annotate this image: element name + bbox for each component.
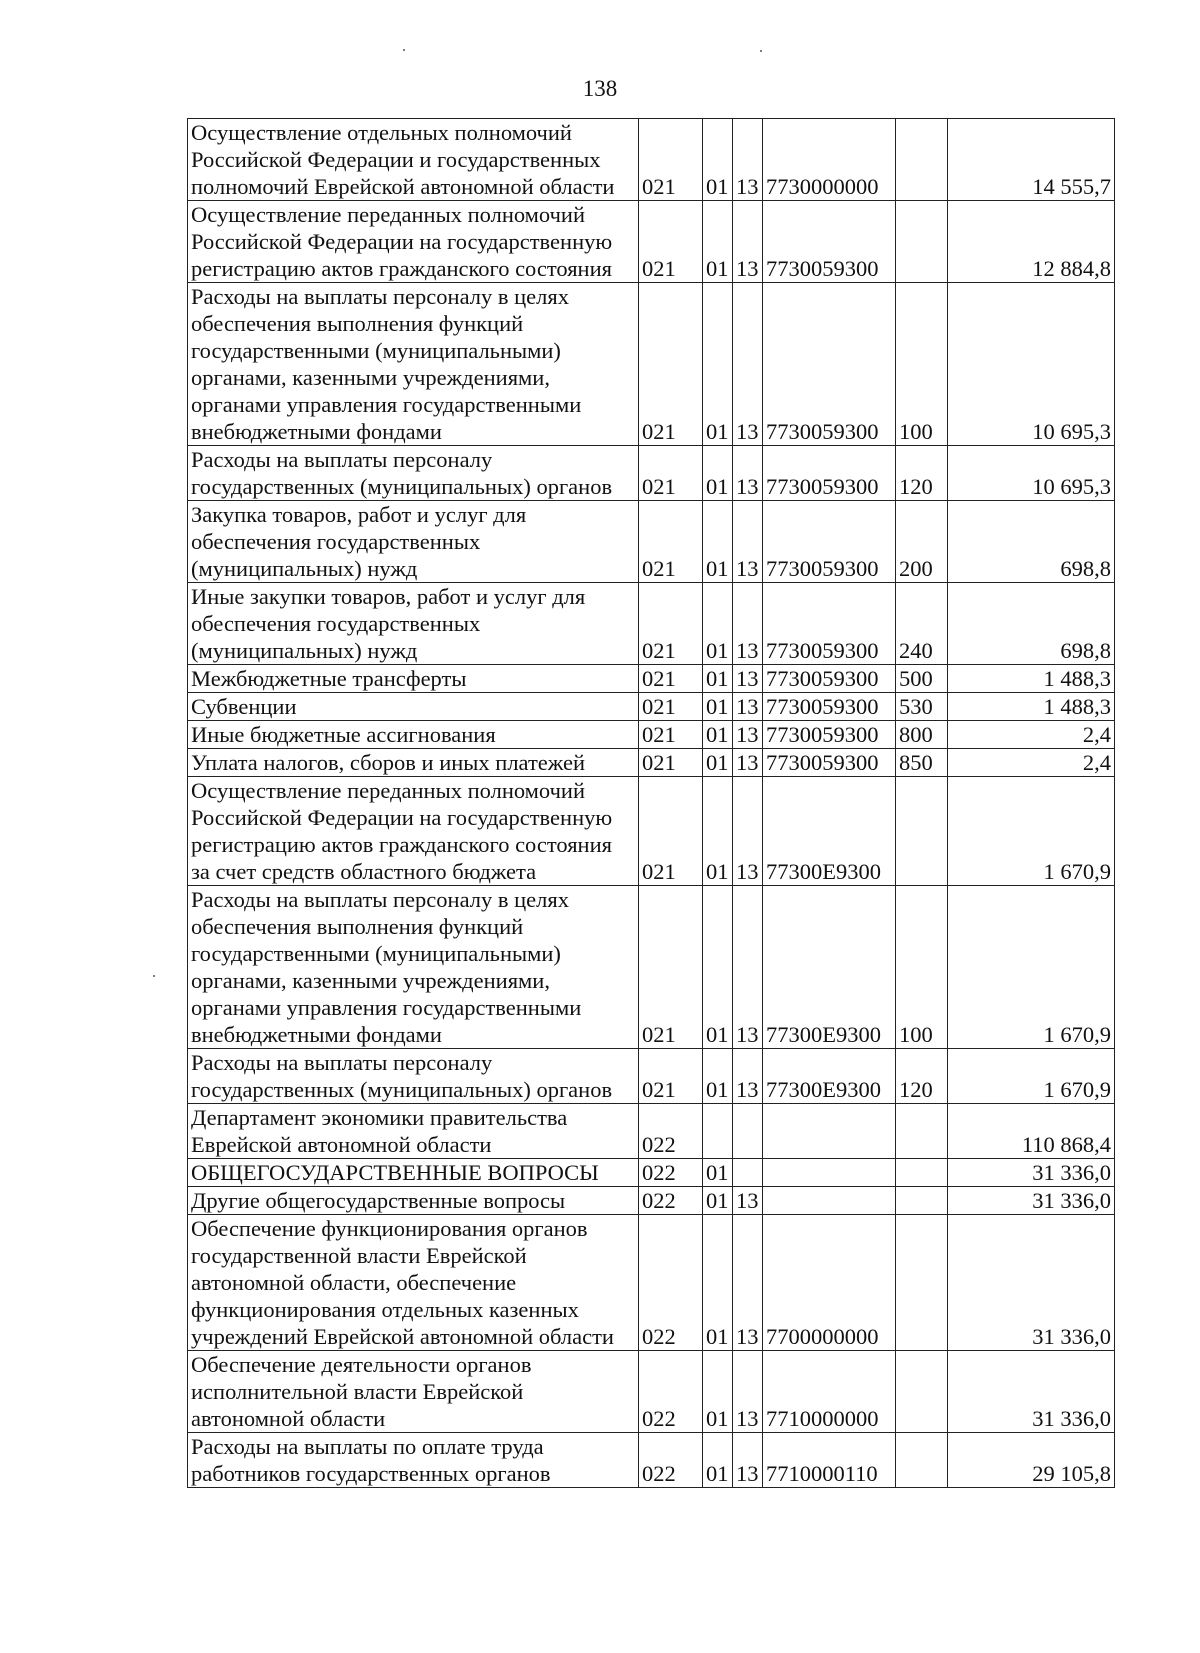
ved-code: 022: [639, 1351, 703, 1433]
section-code: 01: [703, 119, 733, 201]
expense-type-code: [896, 1159, 948, 1187]
table-row: [188, 201, 1115, 283]
scan-speck: [153, 975, 155, 977]
table-row: [188, 1049, 1115, 1104]
target-article-code: 77300Е9300: [763, 777, 896, 886]
expense-type-code: [896, 777, 948, 886]
subsection-code: 13: [733, 583, 763, 665]
expense-type-code: 200: [896, 501, 948, 583]
subsection-code: 13: [733, 886, 763, 1049]
section-code: 01: [703, 1433, 733, 1488]
section-code: 01: [703, 665, 733, 693]
target-article-code: [763, 1104, 896, 1159]
ved-code: 021: [639, 501, 703, 583]
ved-code: 021: [639, 693, 703, 721]
ved-code: 021: [639, 886, 703, 1049]
subsection-code: 13: [733, 283, 763, 446]
table-row: [188, 501, 1115, 583]
target-article-code: 7730059300: [763, 721, 896, 749]
section-code: 01: [703, 501, 733, 583]
subsection-code: 13: [733, 1049, 763, 1104]
amount: 31 336,0: [948, 1215, 1115, 1351]
table-row: [188, 119, 1115, 201]
row-name: Осуществление отдельных полномочий Российской Федерации и государственных полномочий Еврейской автономной области: [188, 119, 639, 201]
target-article-code: 7730059300: [763, 501, 896, 583]
table-row: [188, 886, 1115, 1049]
subsection-code: [733, 1104, 763, 1159]
row-name: Расходы на выплаты персоналу государственных (муниципальных) органов: [188, 446, 639, 501]
expense-type-code: [896, 201, 948, 283]
ved-code: 021: [639, 749, 703, 777]
amount: 31 336,0: [948, 1159, 1115, 1187]
ved-code: 021: [639, 283, 703, 446]
subsection-code: 13: [733, 201, 763, 283]
target-article-code: 77300Е9300: [763, 1049, 896, 1104]
amount: 698,8: [948, 583, 1115, 665]
amount: 14 555,7: [948, 119, 1115, 201]
target-article-code: 7730059300: [763, 583, 896, 665]
scan-speck: [403, 49, 405, 51]
row-name: Расходы на выплаты персоналу в целях обеспечения выполнения функций государственными (муниципальными) органами, казенными учреждениями, органами управления государственными внебюджетными фондами: [188, 283, 639, 446]
subsection-code: 13: [733, 777, 763, 886]
row-name: ОБЩЕГОСУДАРСТВЕННЫЕ ВОПРОСЫ: [188, 1159, 639, 1187]
expense-type-code: 850: [896, 749, 948, 777]
ved-code: 021: [639, 201, 703, 283]
amount: 1 488,3: [948, 693, 1115, 721]
scan-speck: [760, 50, 762, 52]
ved-code: 021: [639, 721, 703, 749]
target-article-code: [763, 1159, 896, 1187]
amount: 110 868,4: [948, 1104, 1115, 1159]
row-name: Департамент экономики правительства Еврейской автономной области: [188, 1104, 639, 1159]
amount: 1 670,9: [948, 777, 1115, 886]
expense-type-code: [896, 1351, 948, 1433]
subsection-code: 13: [733, 446, 763, 501]
row-name: Расходы на выплаты персоналу государственных (муниципальных) органов: [188, 1049, 639, 1104]
subsection-code: 13: [733, 1187, 763, 1215]
amount: 2,4: [948, 749, 1115, 777]
section-code: 01: [703, 886, 733, 1049]
subsection-code: 13: [733, 749, 763, 777]
ved-code: 022: [639, 1433, 703, 1488]
section-code: 01: [703, 1159, 733, 1187]
amount: 31 336,0: [948, 1187, 1115, 1215]
ved-code: 022: [639, 1159, 703, 1187]
expense-type-code: [896, 1104, 948, 1159]
row-name: Расходы на выплаты по оплате труда работников государственных органов: [188, 1433, 639, 1488]
section-code: 01: [703, 446, 733, 501]
table-row: [188, 446, 1115, 501]
table-row: [188, 665, 1115, 693]
subsection-code: 13: [733, 721, 763, 749]
section-code: 01: [703, 749, 733, 777]
target-article-code: 7710000110: [763, 1433, 896, 1488]
expense-type-code: 100: [896, 283, 948, 446]
target-article-code: 7730059300: [763, 693, 896, 721]
table-row: [188, 1433, 1115, 1488]
section-code: 01: [703, 777, 733, 886]
section-code: 01: [703, 1351, 733, 1433]
expense-type-code: 500: [896, 665, 948, 693]
target-article-code: 7710000000: [763, 1351, 896, 1433]
row-name: Закупка товаров, работ и услуг для обеспечения государственных (муниципальных) нужд: [188, 501, 639, 583]
ved-code: 021: [639, 777, 703, 886]
ved-code: 022: [639, 1104, 703, 1159]
row-name: Субвенции: [188, 693, 639, 721]
target-article-code: 7730059300: [763, 201, 896, 283]
row-name: Иные бюджетные ассигнования: [188, 721, 639, 749]
budget-table: [187, 118, 1115, 1488]
amount: 1 488,3: [948, 665, 1115, 693]
table-row: [188, 583, 1115, 665]
row-name: Осуществление переданных полномочий Российской Федерации на государственную регистрацию актов гражданского состояния за счет средств областного бюджета: [188, 777, 639, 886]
expense-type-code: [896, 1433, 948, 1488]
subsection-code: 13: [733, 1433, 763, 1488]
table-row: [188, 749, 1115, 777]
ved-code: 021: [639, 1049, 703, 1104]
amount: 2,4: [948, 721, 1115, 749]
target-article-code: 77300Е9300: [763, 886, 896, 1049]
section-code: 01: [703, 201, 733, 283]
table-row: [188, 1159, 1115, 1187]
ved-code: 021: [639, 583, 703, 665]
row-name: Расходы на выплаты персоналу в целях обеспечения выполнения функций государственными (муниципальными) органами, казенными учреждениями, органами управления государственными внебюджетными фондами: [188, 886, 639, 1049]
table-row: [188, 721, 1115, 749]
table-row: [188, 693, 1115, 721]
section-code: [703, 1104, 733, 1159]
ved-code: 022: [639, 1215, 703, 1351]
amount: 10 695,3: [948, 283, 1115, 446]
target-article-code: [763, 1187, 896, 1215]
subsection-code: 13: [733, 501, 763, 583]
target-article-code: 7700000000: [763, 1215, 896, 1351]
target-article-code: 7730059300: [763, 446, 896, 501]
subsection-code: [733, 1159, 763, 1187]
expense-type-code: [896, 119, 948, 201]
ved-code: 021: [639, 446, 703, 501]
amount: 31 336,0: [948, 1351, 1115, 1433]
section-code: 01: [703, 693, 733, 721]
section-code: 01: [703, 583, 733, 665]
expense-type-code: [896, 1215, 948, 1351]
expense-type-code: 530: [896, 693, 948, 721]
budget-table-body: [188, 119, 1115, 1488]
table-row: [188, 1351, 1115, 1433]
section-code: 01: [703, 1215, 733, 1351]
row-name: Другие общегосударственные вопросы: [188, 1187, 639, 1215]
subsection-code: 13: [733, 1215, 763, 1351]
table-row: [188, 1215, 1115, 1351]
row-name: Обеспечение деятельности органов исполнительной власти Еврейской автономной области: [188, 1351, 639, 1433]
ved-code: 021: [639, 665, 703, 693]
section-code: 01: [703, 721, 733, 749]
amount: 1 670,9: [948, 1049, 1115, 1104]
section-code: 01: [703, 1049, 733, 1104]
target-article-code: 7730000000: [763, 119, 896, 201]
expense-type-code: [896, 1187, 948, 1215]
table-row: [188, 1104, 1115, 1159]
subsection-code: 13: [733, 665, 763, 693]
amount: 1 670,9: [948, 886, 1115, 1049]
row-name: Обеспечение функционирования органов государственной власти Еврейской автономной области, обеспечение функционирования отдельных казенных учреждений Еврейской автономной области: [188, 1215, 639, 1351]
row-name: Уплата налогов, сборов и иных платежей: [188, 749, 639, 777]
target-article-code: 7730059300: [763, 283, 896, 446]
table-row: [188, 777, 1115, 886]
subsection-code: 13: [733, 119, 763, 201]
table-row: [188, 283, 1115, 446]
page-number: 138: [582, 76, 618, 101]
row-name: Иные закупки товаров, работ и услуг для обеспечения государственных (муниципальных) нужд: [188, 583, 639, 665]
table-row: [188, 1187, 1115, 1215]
target-article-code: 7730059300: [763, 665, 896, 693]
expense-type-code: 800: [896, 721, 948, 749]
subsection-code: 13: [733, 693, 763, 721]
ved-code: 022: [639, 1187, 703, 1215]
section-code: 01: [703, 1187, 733, 1215]
expense-type-code: 120: [896, 1049, 948, 1104]
amount: 698,8: [948, 501, 1115, 583]
row-name: Межбюджетные трансферты: [188, 665, 639, 693]
subsection-code: 13: [733, 1351, 763, 1433]
expense-type-code: 100: [896, 886, 948, 1049]
expense-type-code: 240: [896, 583, 948, 665]
ved-code: 021: [639, 119, 703, 201]
target-article-code: 7730059300: [763, 749, 896, 777]
section-code: 01: [703, 283, 733, 446]
amount: 29 105,8: [948, 1433, 1115, 1488]
amount: 12 884,8: [948, 201, 1115, 283]
expense-type-code: 120: [896, 446, 948, 501]
amount: 10 695,3: [948, 446, 1115, 501]
row-name: Осуществление переданных полномочий Российской Федерации на государственную регистрацию актов гражданского состояния: [188, 201, 639, 283]
